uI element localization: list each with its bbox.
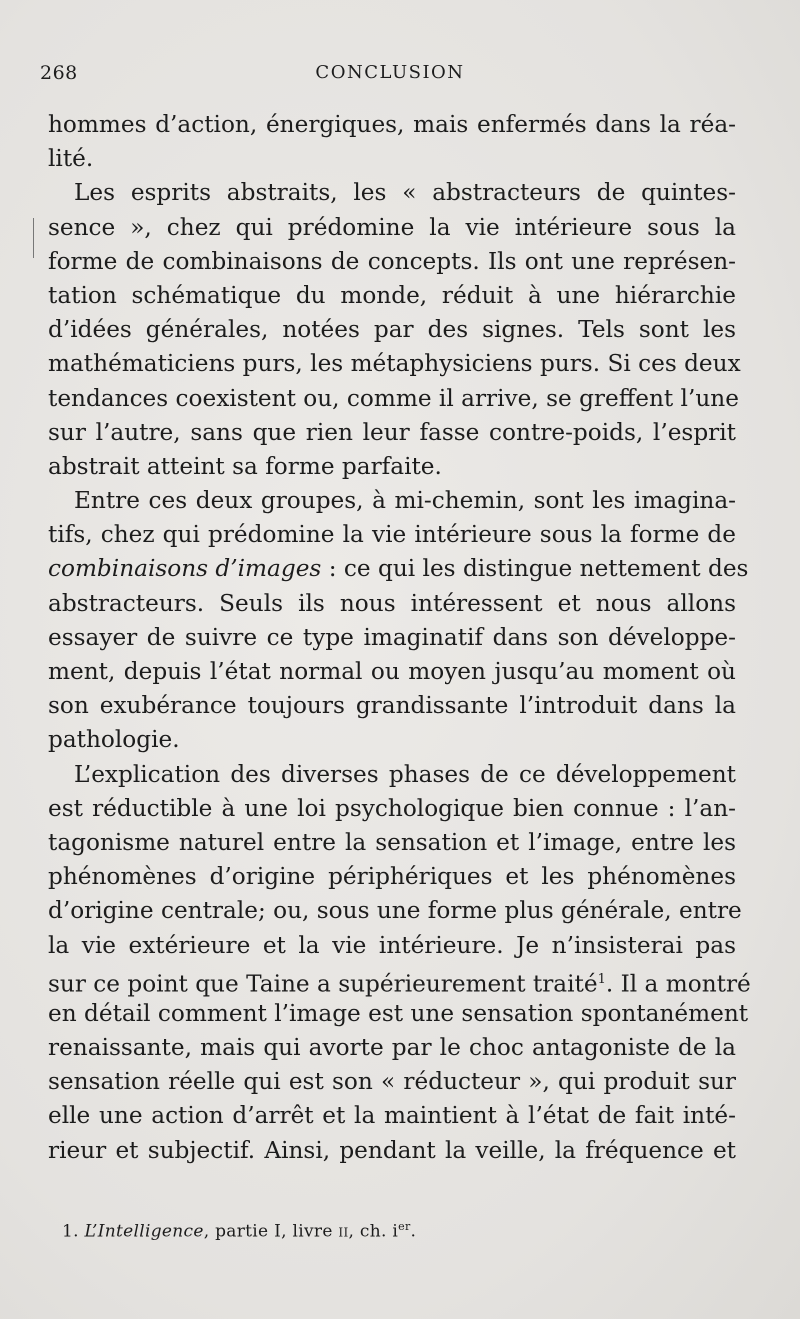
footnote-ref: 1 — [597, 971, 606, 987]
text-line: abstrait atteint sa forme parfaite. — [48, 452, 442, 480]
text-line: d’origine centrale; ou, sous une forme plus générale, entre — [48, 897, 742, 925]
footnote-title: L’Intelligence — [84, 1221, 204, 1242]
text-line: la vie extérieure et la vie intérieure. Je n’insisterai pas — [48, 931, 736, 959]
text-fragment: . Il a montré — [605, 970, 751, 998]
text-line: tifs, chez qui prédomine la vie intérieure sous la forme de — [48, 521, 736, 549]
footnote-text: , ch. — [348, 1221, 393, 1242]
footnote-book: ii — [338, 1221, 349, 1242]
text-line — [48, 552, 749, 586]
text-line: hommes d’action, énergiques, mais enfermés dans la réa- — [48, 111, 736, 138]
footnote-text: . — [410, 1221, 417, 1242]
running-head: CONCLUSION — [315, 62, 465, 83]
text-line: phénomènes d’origine périphériques et les phénomènes — [48, 863, 736, 891]
footnote-chapter-sup: er — [398, 1220, 411, 1233]
text-line: ment, depuis l’état normal ou moyen jusqu’au moment où — [48, 658, 736, 685]
text-line: tagonisme naturel entre la sensation et l’image, entre les — [48, 828, 736, 856]
text-line: en détail comment l’image est une sensation spontanément — [48, 999, 749, 1027]
footnote-chapter: i — [392, 1221, 399, 1242]
text-line: abstracteurs. Seuls ils nous intéressent et nous allons — [48, 589, 736, 617]
text-line: Les esprits abstraits, les « abstracteurs de quintes- — [74, 179, 736, 207]
text-fragment: : ce qui les distingue nettement des — [321, 555, 749, 583]
text-line: elle une action d’arrêt et la maintient à l’état de fait inté- — [48, 1102, 736, 1130]
text-line: sur l’autre, sans que rien leur fasse contre-poids, l’esprit — [48, 418, 736, 446]
page-number: 268 — [40, 62, 78, 84]
text-line: tation schématique du monde, réduit à une hiérarchie — [48, 281, 736, 309]
page-header — [40, 62, 740, 92]
text-line: pathologie. — [48, 726, 180, 754]
footnote — [62, 1220, 416, 1242]
text-line: rieur et subjectif. Ainsi, pendant la veille, la fréquence et — [48, 1136, 736, 1164]
text-line — [48, 963, 751, 998]
margin-mark — [33, 218, 34, 258]
text-line: lité. — [48, 145, 94, 173]
text-line: mathématiciens purs, les métaphysiciens purs. Si ces deux — [48, 350, 741, 378]
text-line: forme de combinaisons de concepts. Ils ont une représen- — [48, 247, 736, 275]
text-line: L’explication des diverses phases de ce développement — [74, 760, 736, 788]
italic-phrase: combinaisons d’images — [48, 555, 322, 583]
text-line: son exubérance toujours grandissante l’introduit dans la — [48, 692, 736, 720]
footnote-number: 1. — [62, 1221, 79, 1242]
text-fragment: sur ce point que Taine a supérieurement traité — [48, 970, 598, 998]
footnote-text: , partie I, livre — [203, 1221, 339, 1242]
text-line: d’idées générales, notées par des signes. Tels sont les — [48, 316, 736, 344]
text-line: sensation réelle qui est son « réducteur », qui produit sur — [48, 1068, 736, 1096]
text-line: sence », chez qui prédomine la vie intérieure sous la — [48, 213, 736, 241]
text-line: Entre ces deux groupes, à mi-chemin, sont les imagina- — [74, 487, 736, 515]
text-line: essayer de suivre ce type imaginatif dans son développe- — [48, 623, 736, 651]
body-text — [48, 108, 751, 1168]
text-line: renaissante, mais qui avorte par le choc antagoniste de la — [48, 1034, 736, 1062]
text-line: est réductible à une loi psychologique bien connue : l’an- — [48, 794, 736, 822]
text-line: tendances coexistent ou, comme il arrive, se greffent l’une — [48, 384, 739, 412]
